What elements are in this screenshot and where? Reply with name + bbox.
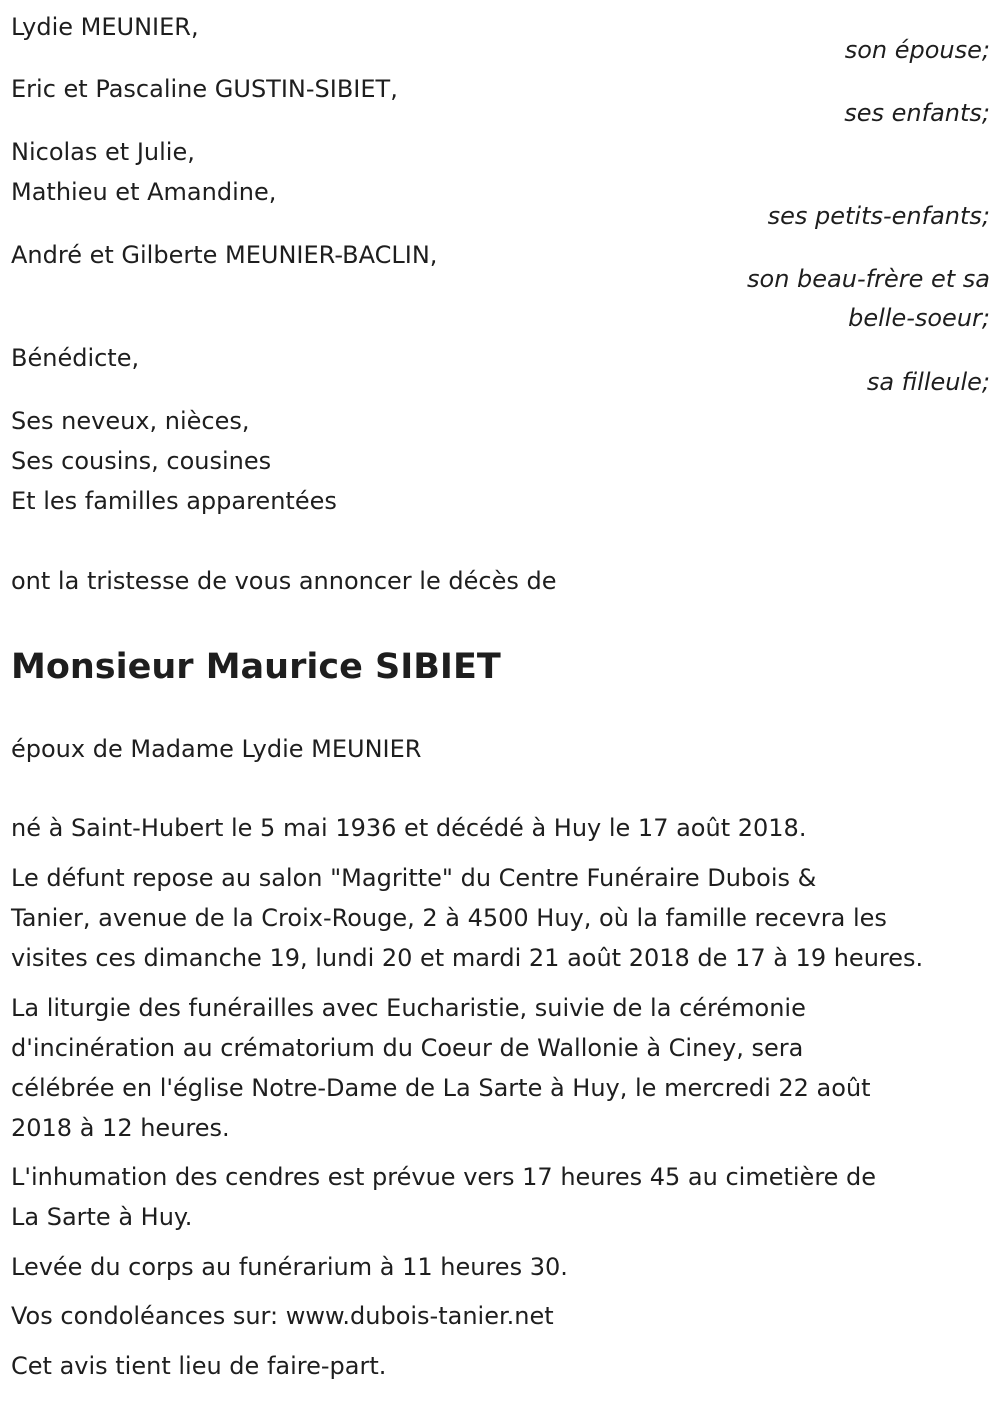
spouse-of-text: époux de Madame Lydie MEUNIER — [11, 735, 422, 763]
grandchildren-name-1: Nicolas et Julie, — [11, 138, 195, 166]
birth-death-text: né à Saint-Hubert le 5 mai 1936 et décédé à Huy le 17 août 2018. — [11, 814, 807, 842]
liturgy-line-1: La liturgie des funérailles avec Eucharistie, suivie de la cérémonie — [11, 994, 806, 1022]
others-line-2: Ses cousins, cousines — [11, 447, 272, 475]
goddaughter-relation: sa filleule; — [866, 368, 990, 396]
spouse-group — [11, 7, 990, 47]
in-laws-relation-line-2: belle-soeur; — [848, 304, 990, 332]
others-line-1: Ses neveux, nièces, — [11, 407, 250, 435]
others-line-3: Et les familles apparentées — [11, 487, 337, 515]
in-laws-relation-line-1: son beau-frère et sa — [747, 265, 990, 293]
notice-text: Cet avis tient lieu de faire-part. — [11, 1352, 387, 1380]
children-name: Eric et Pascaline GUSTIN-SIBIET, — [11, 75, 398, 103]
liturgy-line-2: d'incinération au crématorium du Coeur de Wallonie à Ciney, sera — [11, 1034, 804, 1062]
goddaughter-name: Bénédicte, — [11, 344, 140, 372]
grandchildren-name-2: Mathieu et Amandine, — [11, 178, 277, 206]
condolences-text: Vos condoléances sur: www.dubois-tanier.net — [11, 1302, 554, 1330]
rest-line-2: Tanier, avenue de la Croix-Rouge, 2 à 4500 Huy, où la famille recevra les — [11, 904, 887, 932]
announcement-text: ont la tristesse de vous annoncer le décès de — [11, 567, 557, 595]
deceased-name: Monsieur Maurice SIBIET — [11, 647, 501, 687]
liturgy-line-3: célébrée en l'église Notre-Dame de La Sarte à Huy, le mercredi 22 août — [11, 1074, 871, 1102]
grandchildren-relation: ses petits-enfants; — [767, 202, 990, 230]
burial-line-1: L'inhumation des cendres est prévue vers 17 heures 45 au cimetière de — [11, 1163, 877, 1191]
burial-line-2: La Sarte à Huy. — [11, 1203, 193, 1231]
spouse-relation: son épouse; — [844, 36, 990, 64]
in-laws-name: André et Gilberte MEUNIER-BACLIN, — [11, 241, 438, 269]
children-relation: ses enfants; — [844, 99, 990, 127]
spouse-name: Lydie MEUNIER, — [11, 13, 199, 41]
rest-line-1: Le défunt repose au salon "Magritte" du Centre Funéraire Dubois & — [11, 864, 817, 892]
liturgy-line-4: 2018 à 12 heures. — [11, 1114, 230, 1142]
levee-text: Levée du corps au funérarium à 11 heures 30. — [11, 1253, 568, 1281]
rest-line-3: visites ces dimanche 19, lundi 20 et mardi 21 août 2018 de 17 à 19 heures. — [11, 944, 924, 972]
